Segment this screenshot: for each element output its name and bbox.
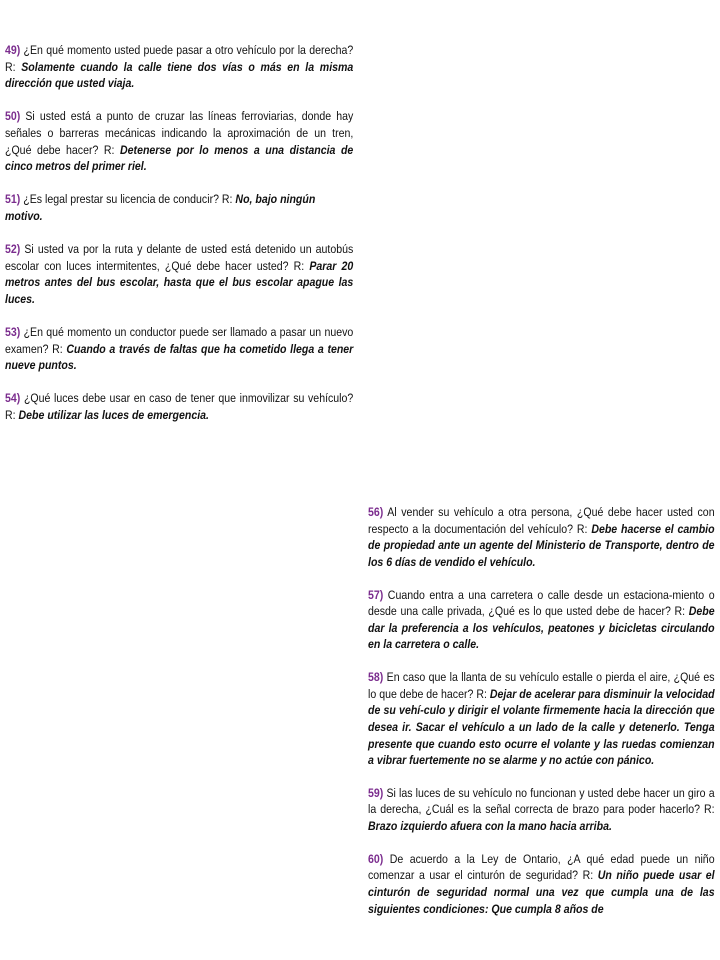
right-column: [368, 504, 715, 933]
left-column: [5, 42, 353, 440]
question-text: En caso que la llanta de su vehículo estalle o pierda el aire, ¿Qué es lo que debe de hacer? R:: [368, 670, 715, 701]
question-number: 54): [5, 391, 21, 406]
question-54: [5, 390, 353, 423]
question-number: 60): [368, 851, 384, 866]
question-number: 49): [5, 43, 21, 57]
question-text: Si usted está a punto de cruzar las líneas ferroviarias, donde hay señales o barreras mecánicas indicando la aproximación de un tren, ¿Qué debe hacer? R:: [5, 109, 354, 157]
question-56: [368, 504, 715, 570]
question-number: 50): [5, 109, 21, 124]
question-text: Al vender su vehículo a otra persona, ¿Qué debe hacer usted con respecto a la documentación del vehículo? R:: [368, 505, 715, 536]
question-text: De acuerdo a la Ley de Ontario, ¿A qué edad puede un niño comenzar a usar el cinturón de seguridad? R:: [368, 851, 715, 883]
question-51: [5, 191, 353, 224]
answer-text: Cuando a través de faltas que ha cometido llega a tener nueve puntos.: [5, 341, 354, 373]
question-text: Si usted va por la ruta y delante de usted está detenido un autobús escolar con luces intermitentes, ¿Qué debe hacer usted? R:: [5, 242, 354, 273]
question-text: Si las luces de su vehículo no funcionan y usted debe hacer un giro a la derecha, ¿Cuál es la señal correcta de brazo para poder hacerlo? R:: [368, 785, 715, 817]
question-number: 56): [368, 505, 384, 519]
question-number: 53): [5, 325, 21, 340]
question-57: [368, 587, 715, 653]
question-text: ¿Es legal prestar su licencia de conducir? R:: [20, 192, 236, 207]
question-text: ¿En qué momento un conductor puede ser llamado a pasar un nuevo examen? R:: [5, 325, 354, 356]
answer-text: Parar 20 metros antes del bus escolar, hasta que el bus escolar apague las luces.: [5, 258, 354, 306]
answer-text: No, bajo ningún motivo.: [5, 192, 316, 223]
question-49: [5, 42, 353, 92]
answer-text: Debe hacerse el cambio de propiedad ante un agente del Ministerio de Transporte, dentro de los 6 días de vendido el vehículo.: [368, 521, 715, 569]
question-60: [368, 851, 715, 917]
answer-text: Dejar de acelerar para disminuir la velocidad de su vehí-culo y dirigir el volante firmemente hacia la dirección que desea ir. Sacar el vehículo a un lado de la calle y detenerlo. Tenga presente que cuando esto ocurre el volante y las ruedas comienzan a vibrar fuertemente no se alarme y no actúe con pánico.: [368, 686, 715, 768]
question-number: 57): [368, 587, 384, 602]
answer-text: Debe utilizar las luces de emergencia.: [18, 408, 209, 423]
question-text: ¿En qué momento usted puede pasar a otro vehículo por la derecha? R:: [5, 43, 354, 74]
answer-text: Brazo izquierdo afuera con la mano hacia arriba.: [368, 819, 612, 834]
question-number: 51): [5, 192, 21, 207]
question-58: [368, 669, 715, 769]
question-53: [5, 324, 353, 374]
question-59: [368, 785, 715, 835]
question-number: 59): [368, 785, 384, 800]
answer-text: Solamente cuando la calle tiene dos vías o más en la misma dirección que usted viaja.: [5, 59, 354, 91]
answer-text: Detenerse por lo menos a una distancia de cinco metros del primer riel.: [5, 142, 354, 174]
question-text: Cuando entra a una carretera o calle desde un estaciona-miento o desde una calle privada, ¿Qué es lo que usted debe de hacer? R:: [368, 587, 715, 619]
question-number: 58): [368, 670, 384, 685]
answer-text: Debe dar la preferencia a los vehículos, peatones y bicicletas circulando en la carretera o calle.: [368, 604, 715, 652]
question-text: ¿Qué luces debe usar en caso de tener que inmovilizar su vehículo? R:: [5, 391, 354, 423]
question-number: 52): [5, 242, 21, 257]
question-50: [5, 108, 353, 174]
answer-text: Un niño puede usar el cinturón de seguridad normal una vez que cumpla una de las siguientes condiciones: Que cumpla 8 años de: [368, 868, 715, 916]
question-52: [5, 241, 353, 307]
